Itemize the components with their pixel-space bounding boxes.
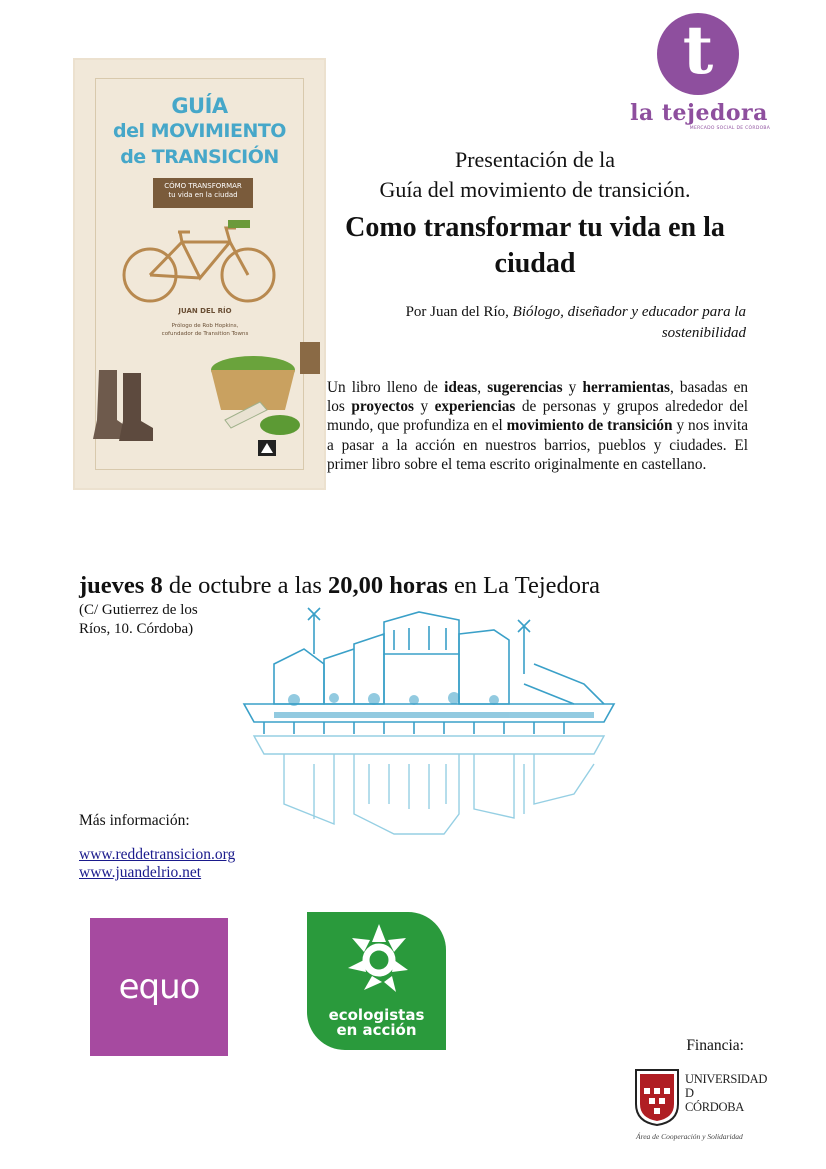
uco-line-3: CÓRDOBA (685, 1100, 745, 1114)
equo-logo: equo (90, 918, 228, 1056)
cover-prologue-2: cofundador de Transition Towns (161, 331, 249, 337)
more-info-label: Más información: (79, 812, 190, 829)
cover-subtitle-box (153, 178, 253, 208)
byline-role: Biólogo, diseñador y educador para la sostenibilidad (512, 304, 746, 341)
cover-title-1: GUÍA (171, 94, 228, 118)
tejedora-logo-icon: t (657, 13, 739, 95)
description (327, 378, 748, 474)
town-illustration (234, 604, 622, 844)
desc-text: , basadas en los (327, 379, 749, 416)
cover-author: JUAN DEL RÍO (178, 307, 232, 315)
uco-line-2: D (685, 1086, 694, 1100)
address-line-2: Ríos, 10. Córdoba) (79, 621, 194, 637)
desc-text: y (413, 398, 435, 416)
bicycle-illustration (120, 220, 280, 305)
ecologistas-logo (307, 912, 446, 1050)
event-day: jueves 8 (79, 572, 163, 599)
uco-name (685, 1072, 768, 1114)
desc-bold: experiencias (434, 398, 516, 416)
desc-bold: movimiento de transición (506, 417, 673, 435)
byline-prefix: Por Juan del Río, (405, 304, 513, 320)
heading-line-2: Guía del movimiento de transición. (379, 177, 691, 202)
desc-text: Un libro lleno de (327, 379, 445, 396)
desc-bold: herramientas (582, 379, 670, 396)
desc-bold: ideas (444, 379, 478, 396)
ecologistas-line-1: ecologistas (328, 1006, 425, 1024)
tejedora-logo-name: la tejedora (630, 100, 768, 126)
cover-prologue-1: Prólogo de Rob Hopkins, (171, 323, 239, 329)
tejedora-logo-tagline: MERCADO SOCIAL DE CÓRDOBA (689, 126, 771, 131)
address-line-1: (C/ Gutierrez de los (79, 602, 198, 618)
uco-shield-icon (634, 1068, 680, 1126)
boots-illustration (89, 365, 159, 445)
link-juandelrio[interactable]: www.juandelrio.net (79, 864, 202, 881)
desc-text: , (477, 379, 488, 396)
cover-title-2: del MOVIMIENTO (113, 120, 286, 142)
ecologistas-line-2: en acción (336, 1021, 417, 1039)
cover-subtitle-1: CÓMO TRANSFORMAR (164, 182, 242, 190)
event-text: de octubre a las (162, 572, 329, 599)
desc-bold: proyectos (351, 398, 414, 416)
uco-area: Área de Cooperación y Solidaridad (636, 1132, 743, 1141)
cover-subtitle-2: tu vida en la ciudad (168, 191, 238, 199)
event-address (79, 601, 229, 639)
vegetable-basket-illustration (185, 330, 325, 440)
heading-line-1: Presentación de la (454, 147, 616, 172)
byline (330, 302, 746, 344)
heading-line-3: Como transformar tu vida en la ciudad (345, 212, 725, 279)
publisher-logo-icon (258, 440, 276, 460)
ecologistas-text (307, 1008, 446, 1038)
event-time: 20,00 horas (328, 572, 448, 599)
book-cover (73, 58, 326, 490)
uco-line-1: UNIVERSIDAD (685, 1072, 768, 1086)
financia-label: Financia: (686, 1037, 744, 1054)
event-text: en La Tejedora (447, 572, 601, 599)
event-date (79, 571, 779, 601)
sun-icon (344, 920, 414, 1000)
desc-text: de personas y grupos alrededor del mundo, que profundiza en el (327, 398, 749, 435)
cover-title-3: de TRANSICIÓN (120, 146, 279, 168)
link-reddetransicion[interactable]: www.reddetransicion.org (79, 846, 236, 863)
desc-text: y nos invita a pasar a la acción en nuestros barrios, pueblos y ciudades. El primer libro sobre el tema escrito originalmente en castellano. (327, 417, 748, 473)
desc-bold: sugerencias (487, 379, 563, 396)
desc-text: y (562, 379, 583, 396)
